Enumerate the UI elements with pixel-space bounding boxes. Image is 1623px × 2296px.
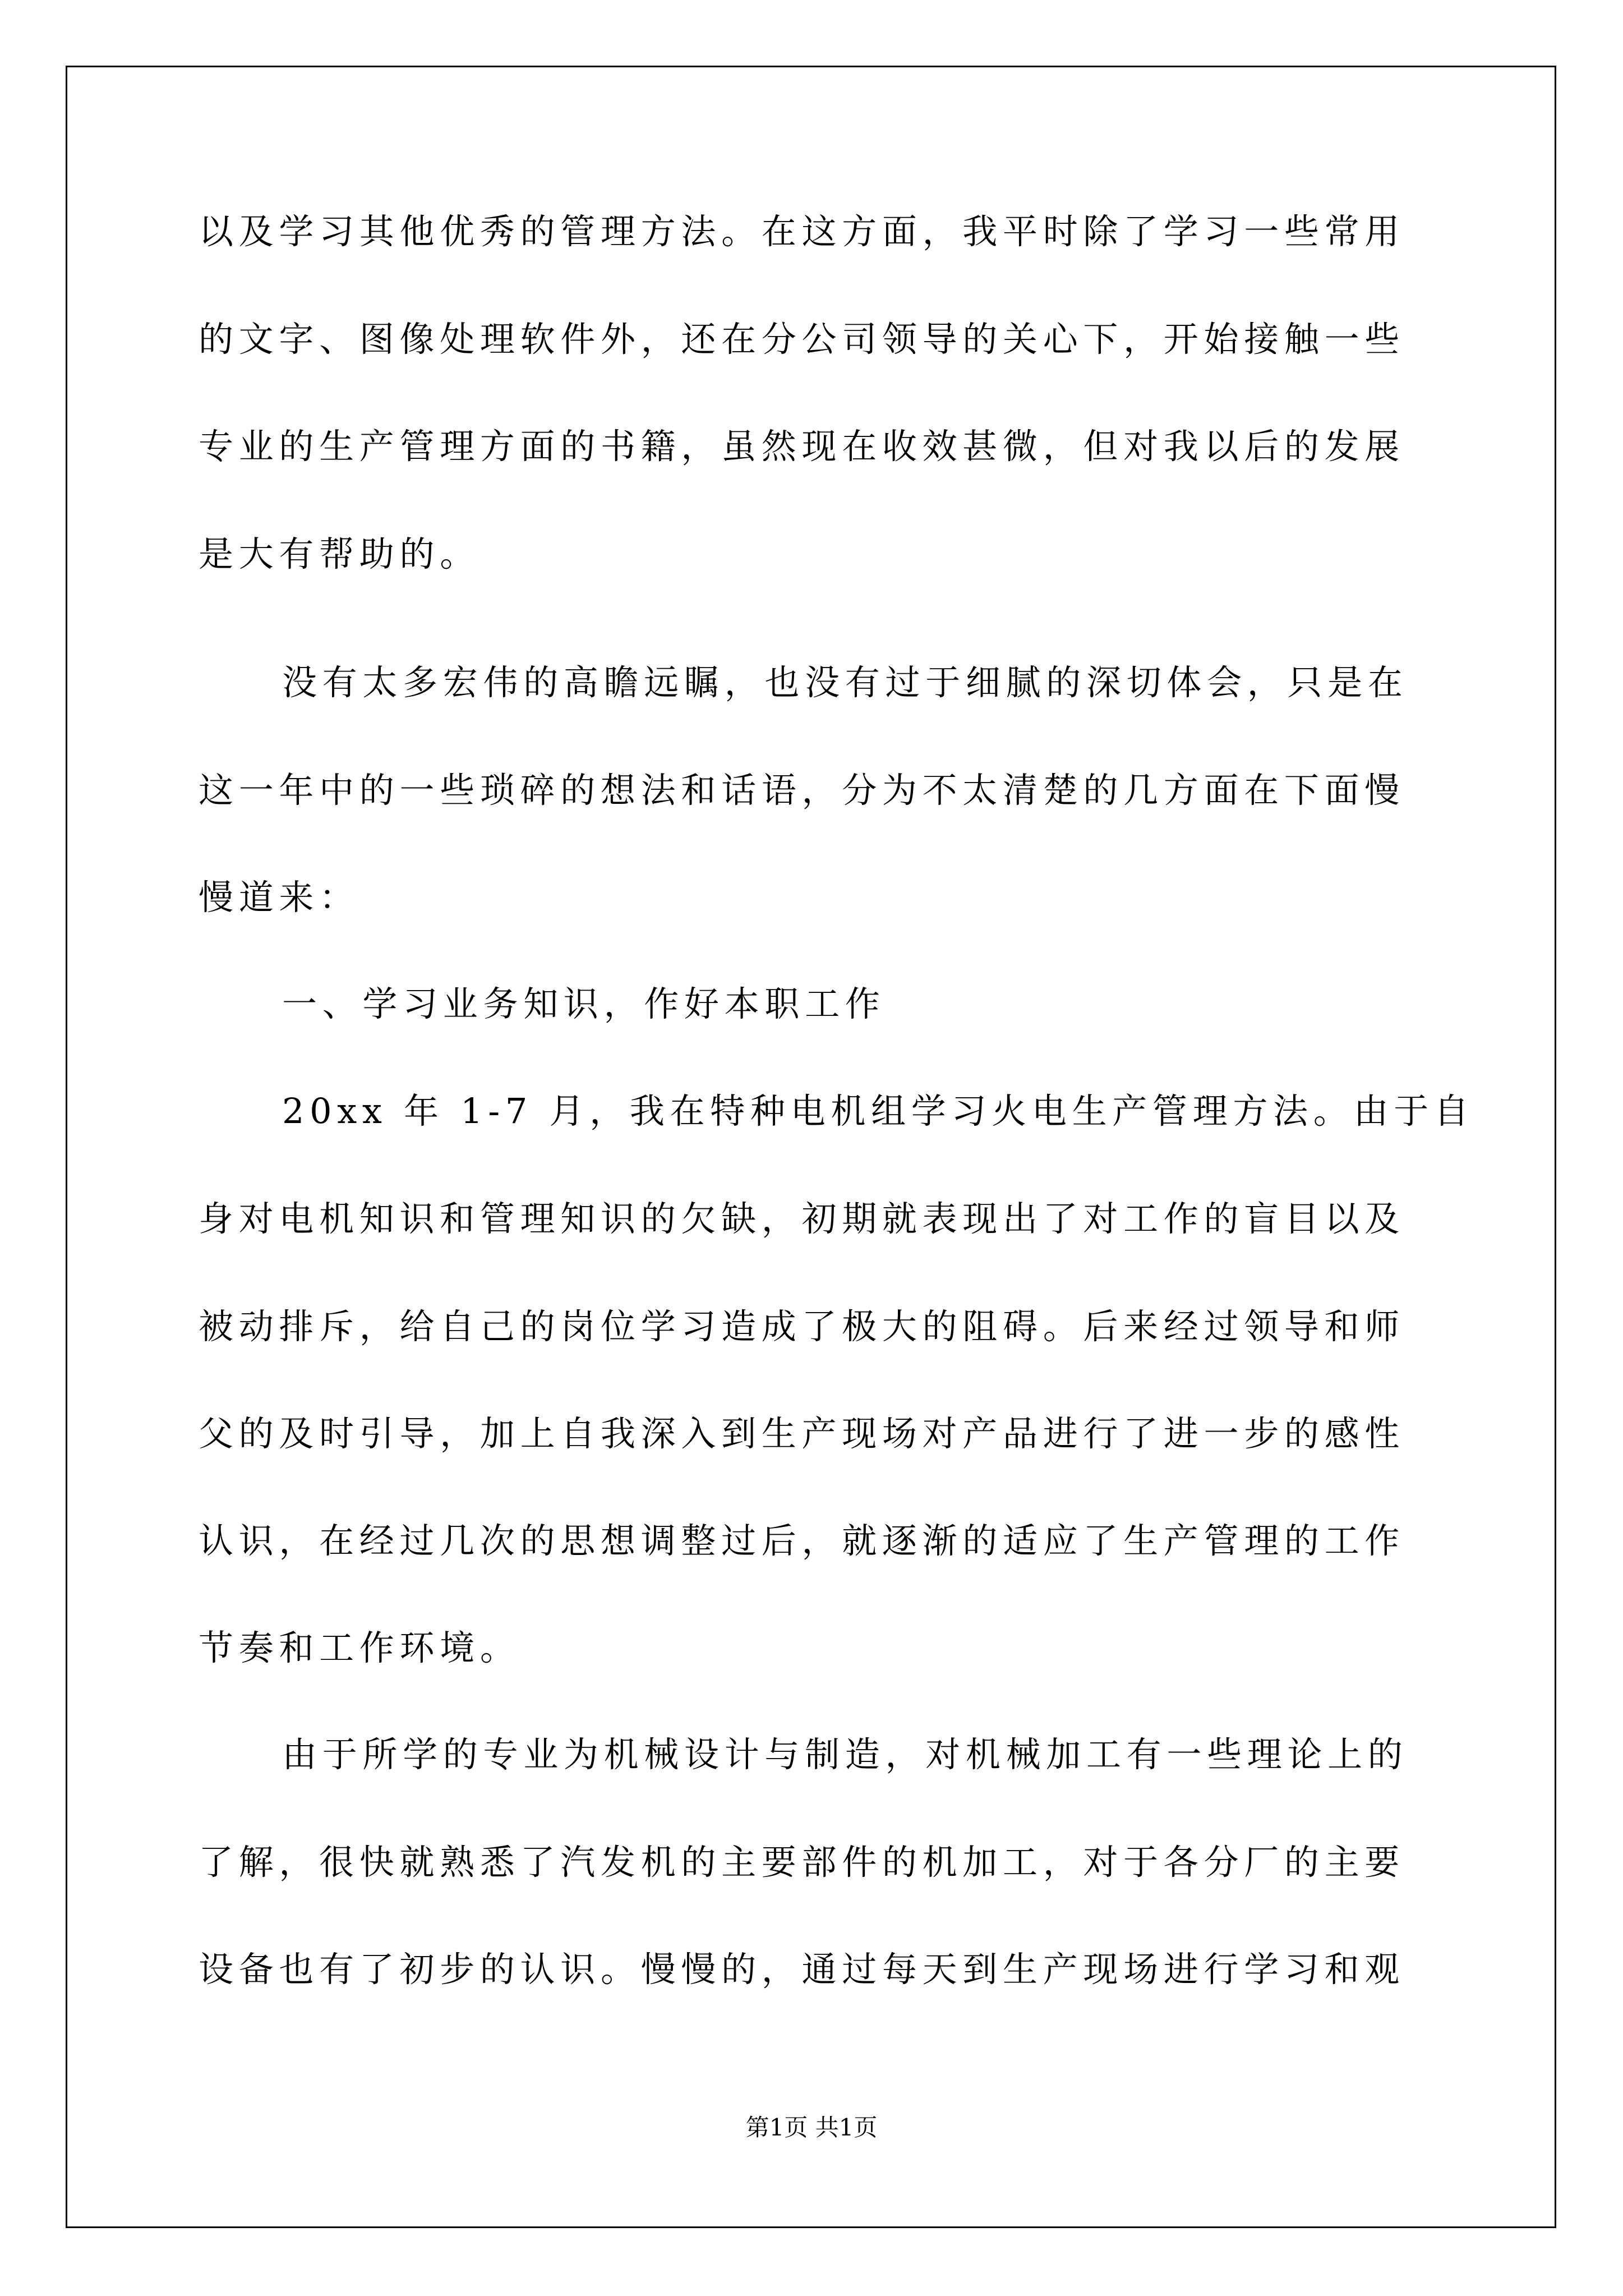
page-footer: 第1页 共1页: [745, 2114, 878, 2141]
paragraph-first-line: 没有太多宏伟的高瞻远瞩，也没有过于细腻的深切体会，只是在: [282, 662, 1408, 703]
paragraph-first-line: 由于所学的专业为机械设计与制造，对机械加工有一些理论上的: [282, 1734, 1408, 1775]
text-line: 认识，在经过几次的思想调整过后，就逐渐的适应了生产管理的工作: [199, 1520, 1405, 1561]
text-line: 的文字、图像处理软件外，还在分公司领导的关心下，开始接触一些: [199, 319, 1405, 360]
text-line: 是大有帮助的。: [199, 533, 480, 574]
text-line: 父的及时引导，加上自我深入到生产现场对产品进行了进一步的感性: [199, 1413, 1405, 1454]
text-line: 慢道来：: [199, 877, 359, 918]
text-line: 这一年中的一些琐碎的想法和话语，分为不太清楚的几方面在下面慢: [199, 770, 1405, 811]
paragraph-first-line: 20xx 年 1-7 月，我在特种电机组学习火电生产管理方法。由于自: [282, 1091, 1474, 1131]
section-heading: 一、学习业务知识，作好本职工作: [282, 983, 886, 1024]
page-border: [66, 66, 1556, 2228]
text-line: 设备也有了初步的认识。慢慢的，通过每天到生产现场进行学习和观: [199, 1949, 1405, 1990]
text-line: 了解，很快就熟悉了汽发机的主要部件的机加工，对于各分厂的主要: [199, 1842, 1405, 1883]
text-line: 被动排斥，给自己的岗位学习造成了极大的阻碍。后来经过领导和师: [199, 1306, 1405, 1347]
text-line: 身对电机知识和管理知识的欠缺，初期就表现出了对工作的盲目以及: [199, 1198, 1405, 1239]
text-line: 以及学习其他优秀的管理方法。在这方面，我平时除了学习一些常用: [199, 211, 1405, 252]
text-line: 专业的生产管理方面的书籍，虽然现在收效甚微，但对我以后的发展: [199, 426, 1405, 467]
text-line: 节奏和工作环境。: [199, 1627, 520, 1668]
